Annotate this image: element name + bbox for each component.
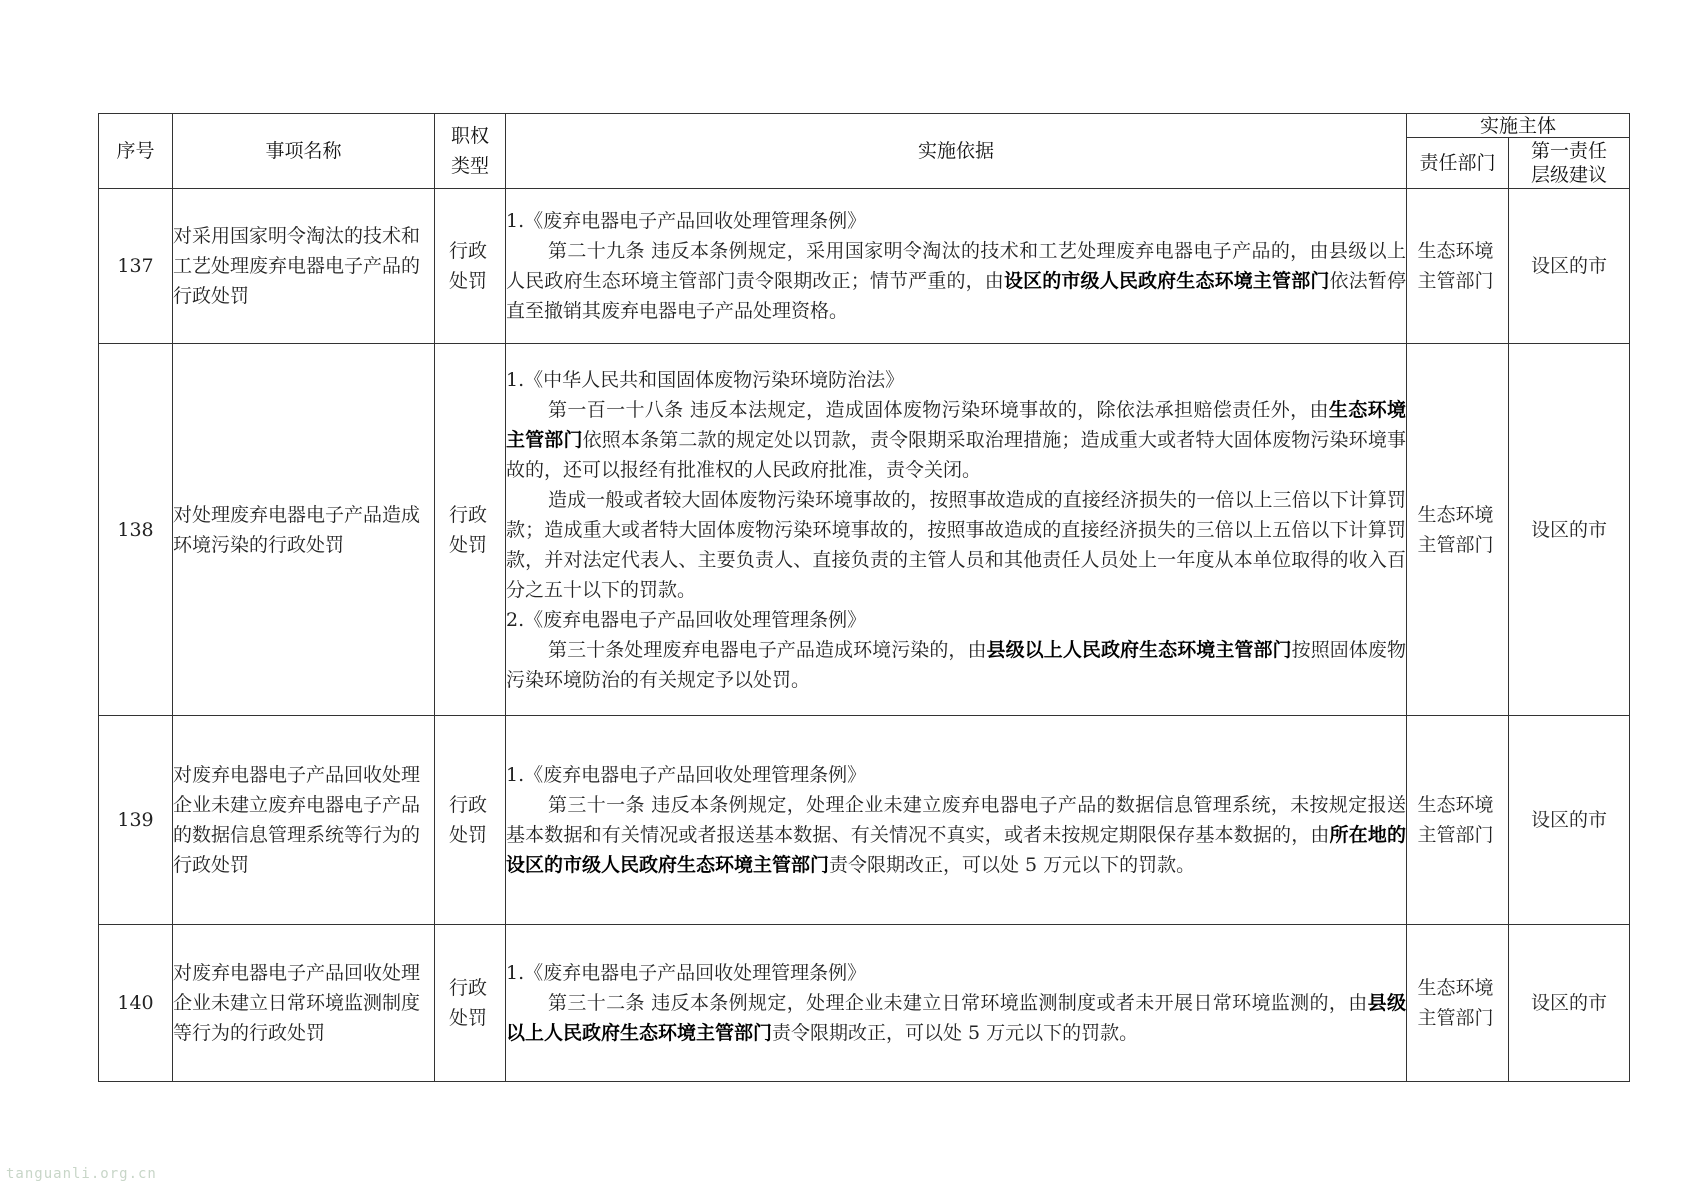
cell-type: [435, 925, 506, 1082]
basis-paragraph: [506, 988, 1406, 1048]
table-row: [99, 344, 1630, 716]
basis-text: 第一百一十八条 违反本法规定，造成固体废物污染环境事故的，除依法承担赔偿责任外，由: [548, 398, 1329, 421]
cell-name: 对处理废弃电器电子产品造成环境污染的行政处罚: [173, 344, 435, 716]
basis-paragraph: [506, 760, 1406, 790]
cell-basis: [506, 925, 1407, 1082]
basis-text: 1.《废弃电器电子产品回收处理管理条例》: [506, 210, 867, 232]
basis-text: 第三十一条 违反本条例规定，处理企业未建立废弃电器电子产品的数据信息管理系统，未按规定报送基本数据和有关情况或者报送基本数据、有关情况不真实，或者未按规定期限保存基本数据的，由: [506, 794, 1406, 846]
table-body: [99, 189, 1630, 1082]
basis-text: 造成一般或者较大固体废物污染环境事故的，按照事故造成的直接经济损失的一倍以上三倍以下计算罚款；造成重大或者特大固体废物污染环境事故的，按照事故造成的直接经济损失的三倍以上五倍以下计算罚款，并对法定代表人、主要负责人、直接负责的主管人员和其他责任人员处上一年度从本单位取得的收入百分之五十以下的罚款。: [506, 488, 1406, 601]
header-name: 事项名称: [173, 114, 435, 189]
cell-level: 设区的市: [1509, 716, 1630, 925]
cell-basis: [506, 189, 1407, 344]
basis-text: 第二十九条 违反本条例规定，采用国家明令淘汰的技术和工艺处理废弃电器电子产品的，由县级以上人民政府生态环境主管部门责令限期改正；情节严重的，由: [506, 240, 1406, 292]
basis-paragraph: [506, 635, 1406, 695]
basis-bold-text: 县级以上人民政府生态环境主管部门: [506, 992, 1406, 1044]
cell-name: 对采用国家明令淘汰的技术和工艺处理废弃电器电子产品的行政处罚: [173, 189, 435, 344]
cell-seq: 139: [99, 716, 173, 925]
cell-seq: 140: [99, 925, 173, 1082]
cell-type-text: 行政处罚: [449, 240, 488, 292]
cell-dept-text: 生态环境主管部门: [1417, 503, 1494, 556]
cell-type: [435, 189, 506, 344]
cell-level: 设区的市: [1509, 925, 1630, 1082]
basis-text: 第三十二条 违反本条例规定，处理企业未建立日常环境监测制度或者未开展日常环境监测的，由: [548, 992, 1368, 1014]
basis-paragraph: [506, 365, 1406, 395]
basis-text: 依法暂停直至撤销其废弃电器电子产品处理资格。: [506, 270, 1406, 322]
header-seq: 序号: [99, 114, 173, 189]
basis-paragraph: [506, 790, 1406, 880]
header-dept: 责任部门: [1407, 138, 1509, 189]
cell-level: 设区的市: [1509, 189, 1630, 344]
regulation-table: [98, 113, 1630, 1082]
cell-dept: [1407, 344, 1509, 716]
basis-text: 责令限期改正，可以处 5 万元以下的罚款。: [772, 1022, 1139, 1044]
basis-bold-text: 设区的市级人民政府生态环境主管部门: [1003, 270, 1330, 292]
header-type: [435, 114, 506, 189]
cell-basis: [506, 716, 1407, 925]
cell-name: 对废弃电器电子产品回收处理企业未建立废弃电器电子产品的数据信息管理系统等行为的行政处罚: [173, 716, 435, 925]
basis-bold-text: 生态环境主管部门: [506, 398, 1406, 451]
header-subject: 实施主体: [1407, 114, 1630, 138]
cell-name: 对废弃电器电子产品回收处理企业未建立日常环境监测制度等行为的行政处罚: [173, 925, 435, 1082]
basis-text: 1.《中华人民共和国固体废物污染环境防治法》: [506, 368, 905, 391]
cell-type-text: 行政处罚: [449, 794, 488, 846]
cell-basis: [506, 344, 1407, 716]
cell-type: [435, 344, 506, 716]
cell-type-text: 行政处罚: [449, 503, 488, 556]
basis-text: 第三十条处理废弃电器电子产品造成环境污染的，由: [548, 638, 987, 661]
basis-paragraph: [506, 485, 1406, 605]
basis-paragraph: [506, 395, 1406, 485]
cell-dept-text: 生态环境主管部门: [1417, 794, 1494, 846]
basis-text: 1.《废弃电器电子产品回收处理管理条例》: [506, 764, 867, 786]
basis-bold-text: 县级以上人民政府生态环境主管部门: [986, 638, 1292, 661]
cell-type: [435, 716, 506, 925]
table-row: [99, 716, 1630, 925]
cell-type-text: 行政处罚: [449, 977, 488, 1029]
basis-paragraph: [506, 206, 1406, 236]
header-type-text: 职权类型: [450, 125, 489, 177]
watermark: tanguanli.org.cn: [6, 1166, 157, 1182]
cell-seq: 138: [99, 344, 173, 716]
basis-text: 依照本条第二款的规定处以罚款，责令限期采取治理措施；造成重大或者特大固体废物污染环境事故的，还可以报经有批准权的人民政府批准，责令关闭。: [506, 428, 1406, 481]
cell-dept: [1407, 716, 1509, 925]
cell-dept-text: 生态环境主管部门: [1417, 977, 1494, 1029]
header-level: [1509, 138, 1630, 189]
cell-dept-text: 生态环境主管部门: [1417, 240, 1494, 292]
basis-paragraph: [506, 236, 1406, 326]
table-row: [99, 189, 1630, 344]
basis-text: 2.《废弃电器电子产品回收处理管理条例》: [506, 608, 867, 631]
basis-bold-text: 所在地的设区的市级人民政府生态环境主管部门: [506, 824, 1406, 876]
basis-text: 1.《废弃电器电子产品回收处理管理条例》: [506, 962, 867, 984]
cell-dept: [1407, 925, 1509, 1082]
header-level-text: 第一责任层级建议: [1530, 140, 1607, 186]
table-row: [99, 925, 1630, 1082]
cell-dept: [1407, 189, 1509, 344]
basis-paragraph: [506, 958, 1406, 988]
basis-text: 责令限期改正，可以处 5 万元以下的罚款。: [829, 854, 1196, 876]
cell-seq: 137: [99, 189, 173, 344]
cell-level: 设区的市: [1509, 344, 1630, 716]
basis-text: 按照固体废物污染环境防治的有关规定予以处罚。: [506, 638, 1406, 691]
basis-paragraph: [506, 605, 1406, 635]
header-basis: 实施依据: [506, 114, 1407, 189]
